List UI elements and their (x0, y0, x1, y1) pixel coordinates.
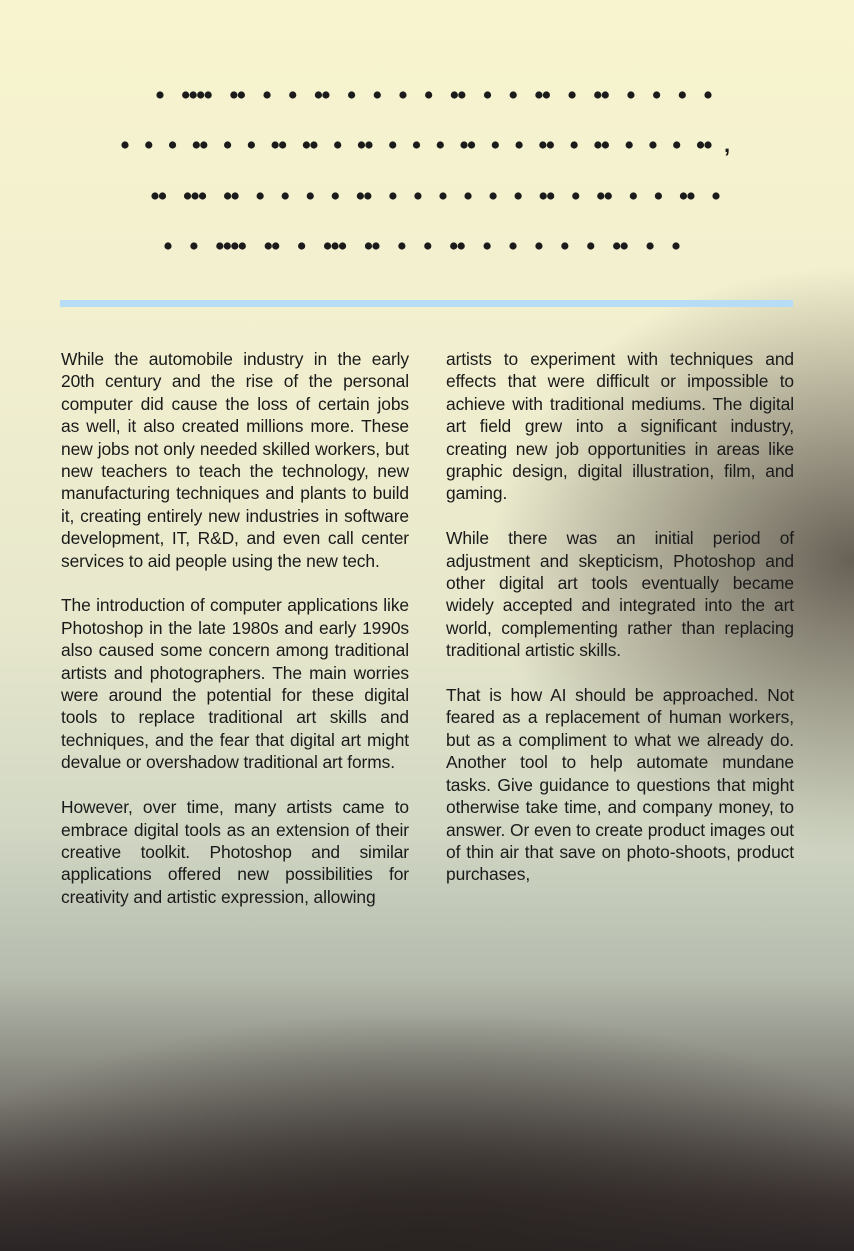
heading-dot (509, 242, 516, 249)
heading-dot (539, 141, 546, 148)
heading-comma: , (724, 134, 731, 156)
heading-dot (398, 242, 405, 249)
heading-dot (307, 192, 314, 199)
heading-dot (182, 91, 189, 98)
heading-dot (224, 141, 231, 148)
heading-dot (547, 141, 554, 148)
heading-dot (272, 141, 279, 148)
heading-dot (468, 141, 475, 148)
heading-dot (334, 141, 341, 148)
heading-dot (680, 192, 687, 199)
heading-dot (460, 141, 467, 148)
heading-dot (310, 141, 317, 148)
heading-dot (672, 242, 679, 249)
heading-dot (587, 242, 594, 249)
heading-dot (389, 141, 396, 148)
paragraph: artists to experiment with techniques and effects that were difficult or impossible to achieve with traditional mediums. The digital art field grew into a significant industry, creating new job opportunities in areas like graphic design, digital illustration, film, and gaming. (446, 349, 794, 504)
heading-dot (265, 242, 272, 249)
heading-dot (315, 91, 322, 98)
heading-dot (561, 242, 568, 249)
heading-dot (364, 192, 371, 199)
heading-dot (450, 242, 457, 249)
heading-dot (339, 242, 346, 249)
left-column (61, 348, 409, 931)
heading-dot (673, 141, 680, 148)
heading-dot (164, 242, 171, 249)
heading-dot (303, 141, 310, 148)
heading-dot (151, 192, 158, 199)
heading-dot (331, 242, 338, 249)
heading-dot (425, 91, 432, 98)
heading-dot (627, 91, 634, 98)
heading-dot (169, 141, 176, 148)
heading-dot (704, 141, 711, 148)
heading-dot (232, 192, 239, 199)
dotted-heading-line-3 (0, 185, 854, 207)
heading-dot (621, 242, 628, 249)
heading-dot (348, 91, 355, 98)
heading-dot (451, 91, 458, 98)
heading-dot (464, 192, 471, 199)
dotted-heading-line-1 (0, 84, 854, 106)
paragraph: However, over time, many artists came to embrace digital tools as an extension of their creative toolkit. Photoshop and similar applications offered new possibilities for creativity and artistic expression, allowing (61, 797, 409, 907)
heading-dot (374, 91, 381, 98)
heading-dot (458, 91, 465, 98)
heading-dot (205, 91, 212, 98)
heading-dot (298, 242, 305, 249)
heading-dot (231, 242, 238, 249)
dotted-heading-line-4 (0, 235, 854, 257)
heading-dot (184, 192, 191, 199)
heading-dot (649, 141, 656, 148)
heading-dot (263, 91, 270, 98)
heading-dot (200, 141, 207, 148)
heading-dot (535, 242, 542, 249)
heading-dot (515, 192, 522, 199)
paragraph: The introduction of computer applications like Photoshop in the late 1980s and early 1990s also caused some concern among traditional artists and photographers. The main worries were around the potential for these digital tools to replace traditional art skills and techniques, and the fear that digital art might devalue or overshadow traditional art forms. (61, 595, 409, 773)
heading-dot (248, 141, 255, 148)
heading-dot (289, 91, 296, 98)
heading-dot (239, 242, 246, 249)
heading-dot (121, 141, 128, 148)
heading-dot (484, 91, 491, 98)
heading-dot (437, 141, 444, 148)
heading-dot (216, 242, 223, 249)
heading-dot (414, 192, 421, 199)
heading-dot (484, 242, 491, 249)
heading-dot (413, 141, 420, 148)
heading-dot (540, 192, 547, 199)
heading-dot (365, 242, 372, 249)
heading-dot (492, 141, 499, 148)
heading-dot (515, 141, 522, 148)
heading-dot (272, 242, 279, 249)
heading-dot (399, 91, 406, 98)
heading-dot (626, 141, 633, 148)
heading-dot (156, 91, 163, 98)
dotted-heading-line-2 (0, 134, 854, 156)
heading-dot (602, 141, 609, 148)
heading-dot (282, 192, 289, 199)
heading-dot (190, 242, 197, 249)
paragraph: While the automobile industry in the early 20th century and the rise of the personal computer did cause the loss of certain jobs as well, it also created millions more. These new jobs not only needed skilled workers, but new teachers to teach the technology, new manufacturing techniques and plants to build it, creating entirely new industries in software development, IT, R&D, and even call center services to aid people using the new tech. (61, 349, 409, 571)
heading-dot (602, 91, 609, 98)
heading-dot (145, 141, 152, 148)
heading-dot (646, 242, 653, 249)
right-column (446, 348, 794, 908)
paragraph: While there was an initial period of adjustment and skepticism, Photoshop and other digital art tools eventually became widely accepted and integrated into the art world, complementing rather than replacing traditional artistic skills. (446, 528, 794, 661)
heading-dot (193, 141, 200, 148)
heading-dot (547, 192, 554, 199)
heading-dot (605, 192, 612, 199)
heading-dot (594, 91, 601, 98)
heading-dot (358, 141, 365, 148)
heading-dot (159, 192, 166, 199)
heading-dot (490, 192, 497, 199)
heading-dot (594, 141, 601, 148)
heading-dot (458, 242, 465, 249)
heading-dot (712, 192, 719, 199)
heading-dot (568, 91, 575, 98)
heading-dot (322, 91, 329, 98)
heading-dot (365, 141, 372, 148)
heading-dot (190, 91, 197, 98)
heading-dot (439, 192, 446, 199)
heading-dot (389, 192, 396, 199)
heading-dot (324, 242, 331, 249)
heading-dot (279, 141, 286, 148)
heading-dot (571, 141, 578, 148)
heading-dot (357, 192, 364, 199)
heading-dot (257, 192, 264, 199)
paragraph: That is how AI should be approached. Not feared as a replacement of human workers, but as a compliment to what we already do. Another tool to help automate mundane tasks. Give guidance to questions that might otherwise take time, and company money, to answer. Or even to create product images out of thin air that save on photo-shoots, product purchases, (446, 685, 794, 885)
heading-dot (543, 91, 550, 98)
heading-dot (424, 242, 431, 249)
heading-dot (197, 91, 204, 98)
heading-dot (697, 141, 704, 148)
heading-dot (613, 242, 620, 249)
heading-dot (191, 192, 198, 199)
heading-dot (224, 192, 231, 199)
heading-dot (704, 91, 711, 98)
heading-dot (630, 192, 637, 199)
heading-dot (655, 192, 662, 199)
heading-dot (535, 91, 542, 98)
heading-dot (510, 91, 517, 98)
heading-dot (199, 192, 206, 199)
heading-dot (230, 91, 237, 98)
heading-dot (572, 192, 579, 199)
heading-dot (597, 192, 604, 199)
heading-dot (372, 242, 379, 249)
heading-dot (679, 91, 686, 98)
heading-dot (224, 242, 231, 249)
section-divider (60, 300, 793, 307)
heading-dot (687, 192, 694, 199)
heading-dot (238, 91, 245, 98)
heading-dot (653, 91, 660, 98)
heading-dot (332, 192, 339, 199)
